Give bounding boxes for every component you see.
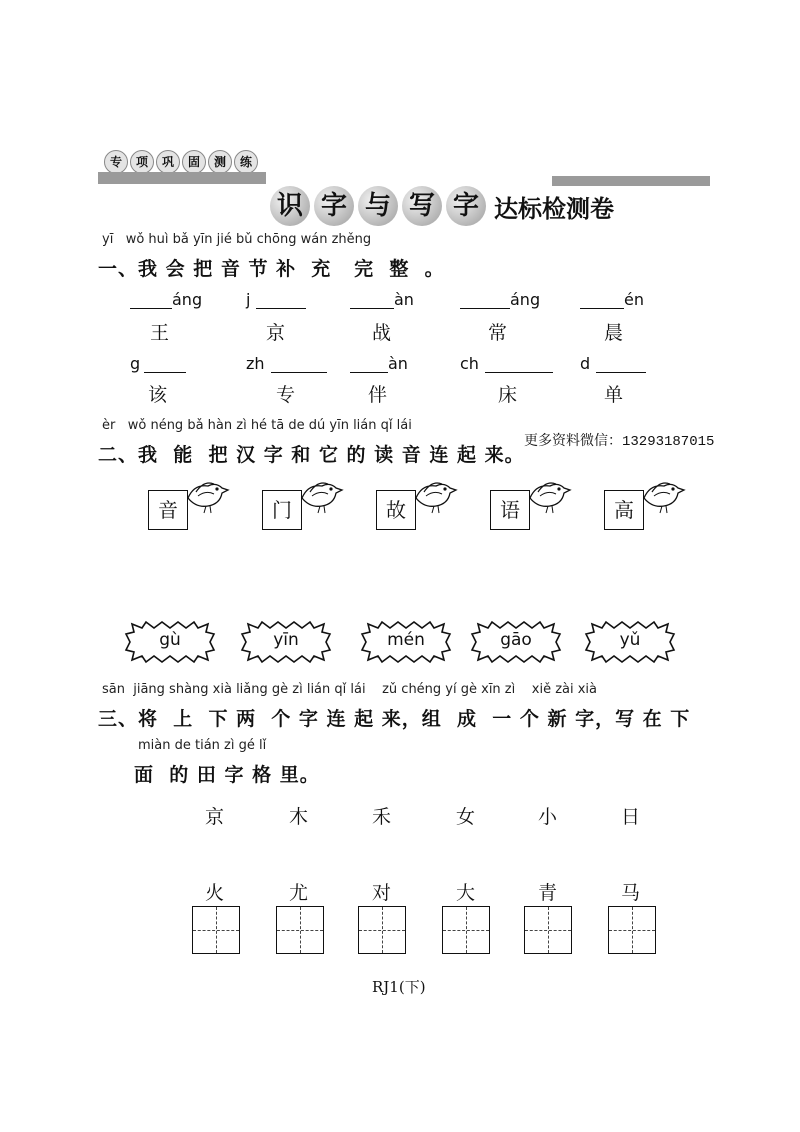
tian-zi-grid[interactable]	[608, 906, 656, 954]
section2-heading: 二、我 能 把 汉 字 和 它 的 读 音 连 起 来。	[98, 444, 525, 466]
blank-line[interactable]	[580, 290, 624, 309]
page-footer: RJ1(下)	[372, 978, 426, 996]
top-char[interactable]: 日	[621, 806, 641, 828]
tian-zi-grid[interactable]	[358, 906, 406, 954]
tian-zi-grid[interactable]	[192, 906, 240, 954]
char-box[interactable]: 门	[262, 490, 302, 530]
cloud-pinyin: mén	[387, 630, 425, 650]
hanzi: 晨	[604, 322, 624, 344]
title-bubble: 写	[402, 186, 442, 226]
hanzi: 专	[276, 384, 296, 406]
title-bubble: 字	[446, 186, 486, 226]
pinyin-blank[interactable]	[460, 354, 553, 373]
blank-line[interactable]	[350, 290, 394, 309]
top-char[interactable]: 禾	[372, 806, 392, 828]
hanzi: 京	[266, 322, 286, 344]
top-char[interactable]: 小	[538, 806, 558, 828]
section1-pinyin: yī wǒ huì bǎ yīn jié bǔ chōng wán zhěng	[102, 232, 372, 247]
blank-prefix: zh	[246, 354, 265, 373]
blank-suffix: én	[624, 290, 644, 309]
pinyin-blank[interactable]	[460, 290, 540, 309]
header-band-left	[98, 172, 266, 184]
char-box[interactable]: 音	[148, 490, 188, 530]
pinyin-blank[interactable]	[350, 354, 408, 373]
header-band-right	[552, 176, 710, 186]
top-char[interactable]: 京	[205, 806, 225, 828]
bird-icon	[298, 478, 344, 516]
contact-note: 更多资料微信：13293187015	[524, 434, 715, 450]
badge-char: 练	[234, 150, 258, 174]
hanzi: 伴	[368, 384, 388, 406]
section3-pinyin-2: miàn de tián zì gé lǐ	[138, 738, 267, 753]
cloud-pinyin: gù	[159, 630, 181, 650]
bird-icon	[412, 478, 458, 516]
blank-line[interactable]	[596, 354, 646, 373]
blank-line[interactable]	[144, 354, 186, 373]
tian-zi-grid[interactable]	[276, 906, 324, 954]
title-bubble: 字	[314, 186, 354, 226]
badge-char: 巩	[156, 150, 180, 174]
blank-prefix: d	[580, 354, 591, 373]
pinyin-blank[interactable]	[350, 290, 414, 309]
badge-char: 固	[182, 150, 206, 174]
hanzi: 单	[604, 384, 624, 406]
bottom-char[interactable]: 大	[456, 882, 476, 904]
bird-icon	[526, 478, 572, 516]
char-box[interactable]: 高	[604, 490, 644, 530]
char-box[interactable]: 故	[376, 490, 416, 530]
blank-suffix: áng	[510, 290, 541, 309]
bottom-char[interactable]: 对	[372, 882, 392, 904]
section3-heading-1: 三、将 上 下 两 个 字 连 起 来，组 成 一 个 新 字，写 在 下	[98, 708, 691, 730]
pinyin-blank[interactable]	[130, 290, 202, 309]
hanzi: 常	[488, 322, 508, 344]
pinyin-blank[interactable]	[580, 354, 646, 373]
bottom-char[interactable]: 青	[538, 882, 558, 904]
hanzi: 王	[150, 322, 170, 344]
bird-icon	[184, 478, 230, 516]
badge-char: 测	[208, 150, 232, 174]
blank-suffix: àn	[388, 354, 408, 373]
blank-prefix: g	[130, 354, 141, 373]
page-title	[270, 186, 614, 226]
bottom-char[interactable]: 火	[205, 882, 225, 904]
tian-zi-grid[interactable]	[442, 906, 490, 954]
cloud-pinyin: yīn	[273, 630, 299, 650]
title-rest: 达标检测卷	[494, 194, 614, 223]
cloud-pinyin: yǔ	[619, 630, 641, 650]
pinyin-blank[interactable]	[130, 354, 186, 373]
pinyin-blank[interactable]	[246, 290, 306, 309]
hanzi: 战	[372, 322, 392, 344]
blank-line[interactable]	[256, 290, 306, 309]
char-box[interactable]: 语	[490, 490, 530, 530]
title-bubble: 识	[270, 186, 310, 226]
blank-line[interactable]	[460, 290, 510, 309]
blank-line[interactable]	[130, 290, 172, 309]
blank-prefix: ch	[460, 354, 479, 373]
blank-line[interactable]	[350, 354, 388, 373]
pinyin-blank[interactable]	[246, 354, 327, 373]
bird-icon	[640, 478, 686, 516]
tian-zi-grid[interactable]	[524, 906, 572, 954]
section1-heading: 一、我 会 把 音 节 补 充 完 整 。	[98, 258, 445, 280]
top-char[interactable]: 木	[289, 806, 309, 828]
cloud-pinyin: gāo	[500, 630, 532, 650]
blank-suffix: àn	[394, 290, 414, 309]
top-char[interactable]: 女	[456, 806, 476, 828]
blank-line[interactable]	[271, 354, 327, 373]
bottom-char[interactable]: 马	[621, 882, 641, 904]
blank-prefix: j	[246, 290, 251, 309]
section3-heading-2: 面 的 田 字 格 里。	[134, 764, 320, 786]
section2-pinyin: èr wǒ néng bǎ hàn zì hé tā de dú yīn lián qǐ lái	[102, 418, 412, 433]
bottom-char[interactable]: 尤	[289, 882, 309, 904]
blank-line[interactable]	[485, 354, 553, 373]
badge-char: 专	[104, 150, 128, 174]
blank-suffix: áng	[172, 290, 203, 309]
title-bubble: 与	[358, 186, 398, 226]
hanzi: 该	[148, 384, 168, 406]
section-badge	[104, 150, 258, 170]
badge-char: 项	[130, 150, 154, 174]
pinyin-blank[interactable]	[580, 290, 644, 309]
section3-pinyin-1: sān jiāng shàng xià liǎng gè zì lián qǐ lái zǔ chéng yí gè xīn zì xiě zài xià	[102, 682, 598, 697]
hanzi: 床	[498, 384, 518, 406]
